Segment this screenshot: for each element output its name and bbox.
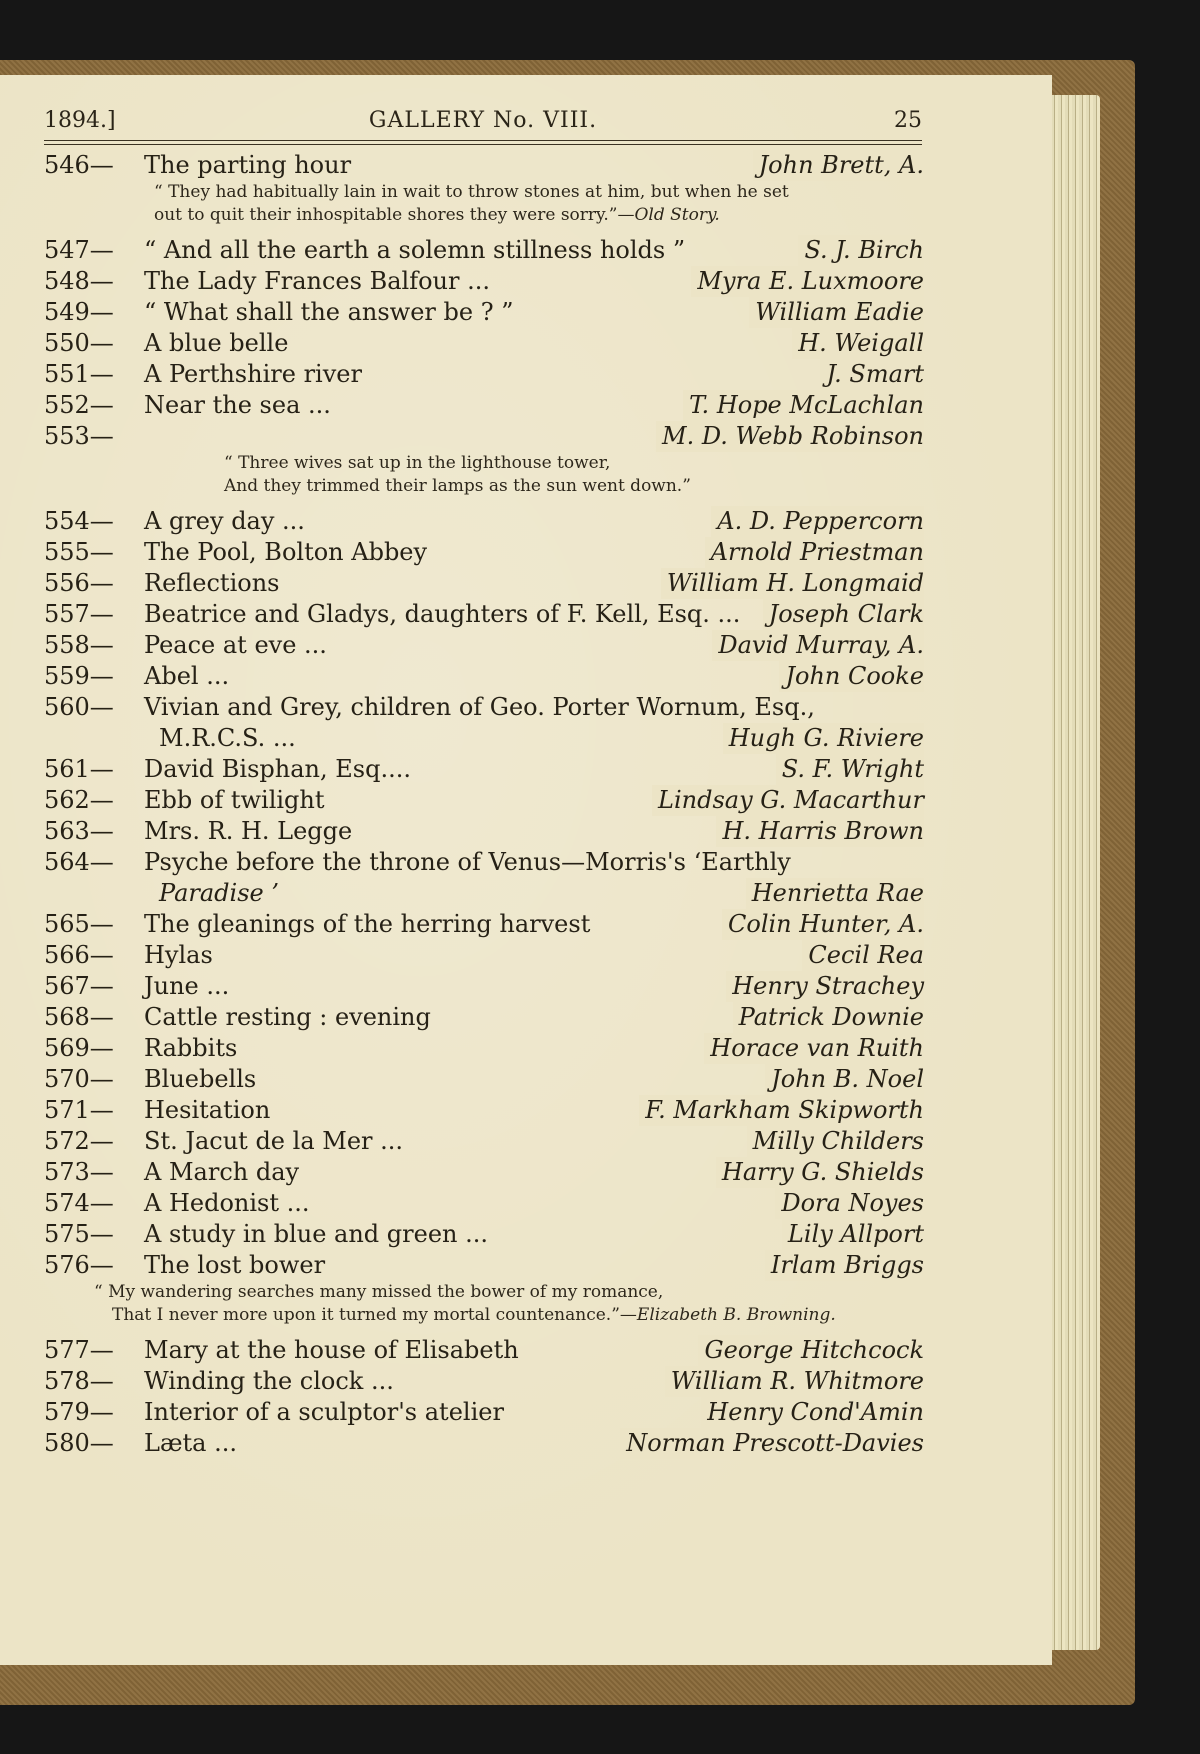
entry-artist: Joseph Clark bbox=[763, 599, 924, 630]
entry-547 bbox=[44, 235, 924, 266]
entry-artist: David Murray, A. bbox=[712, 630, 924, 661]
entry-artist: M. D. Webb Robinson bbox=[656, 421, 924, 452]
entry-artist: A. D. Peppercorn bbox=[711, 506, 924, 537]
quote-line: “ Three wives sat up in the lighthouse tower, bbox=[224, 453, 611, 473]
entry-number: 563— bbox=[44, 817, 114, 845]
quote-text: out to quit their inhospitable shores they were sorry.”— bbox=[154, 205, 635, 225]
entry-title: The Pool, Bolton Abbey bbox=[144, 538, 428, 566]
entry-565 bbox=[44, 909, 924, 940]
entry-number: 580— bbox=[44, 1429, 114, 1457]
entry-artist: Horace van Ruith bbox=[704, 1033, 924, 1064]
entry-title: Beatrice and Gladys, daughters of F. Kell, Esq. ... bbox=[144, 600, 741, 628]
entry-number: 571— bbox=[44, 1096, 114, 1124]
entry-number: 576— bbox=[44, 1251, 114, 1279]
entry-artist: Colin Hunter, A. bbox=[722, 909, 924, 940]
entry-567 bbox=[44, 971, 924, 1002]
entry-title: David Bisphan, Esq.... bbox=[144, 755, 411, 783]
entry-title: Hylas bbox=[144, 941, 213, 969]
entry-artist: Patrick Downie bbox=[733, 1002, 924, 1033]
entry-572 bbox=[44, 1126, 924, 1157]
entry-number: 564— bbox=[44, 848, 114, 876]
entry-title: Hesitation bbox=[144, 1096, 271, 1124]
entry-artist: J. Smart bbox=[820, 359, 924, 390]
entry-number: 553— bbox=[44, 422, 114, 450]
entry-580 bbox=[44, 1428, 924, 1459]
page-number: 25 bbox=[894, 108, 922, 133]
entry-artist: John Cooke bbox=[779, 661, 924, 692]
quote-553 bbox=[44, 452, 924, 498]
entry-555 bbox=[44, 537, 924, 568]
entry-562 bbox=[44, 785, 924, 816]
page-header bbox=[44, 108, 922, 148]
entry-number: 550— bbox=[44, 329, 114, 357]
entry-number: 572— bbox=[44, 1127, 114, 1155]
entry-number: 559— bbox=[44, 662, 114, 690]
entry-number: 561— bbox=[44, 755, 114, 783]
entry-list bbox=[44, 150, 924, 1459]
entry-560-continuation bbox=[44, 723, 924, 754]
entry-564 bbox=[44, 847, 924, 878]
entry-title: Læta ... bbox=[144, 1429, 237, 1457]
entry-artist: F. Markham Skipworth bbox=[639, 1095, 924, 1126]
entry-559 bbox=[44, 661, 924, 692]
entry-title: A Perthshire river bbox=[144, 360, 362, 388]
entry-563 bbox=[44, 816, 924, 847]
entry-title: Mrs. R. H. Legge bbox=[144, 817, 353, 845]
entry-title: Ebb of twilight bbox=[144, 786, 325, 814]
entry-number: 579— bbox=[44, 1398, 114, 1426]
entry-573 bbox=[44, 1157, 924, 1188]
entry-artist: Henrietta Rae bbox=[746, 878, 924, 909]
quote-line: “ My wandering searches many missed the bower of my romance, bbox=[94, 1282, 664, 1302]
entry-title: Near the sea ... bbox=[144, 391, 331, 419]
entry-title: Winding the clock ... bbox=[144, 1367, 394, 1395]
entry-title: “ What shall the answer be ? ” bbox=[144, 298, 514, 326]
quote-source: Old Story. bbox=[634, 205, 720, 225]
entry-number: 547— bbox=[44, 236, 114, 264]
entry-title: The gleanings of the herring harvest bbox=[144, 910, 591, 938]
entry-artist: Norman Prescott-Davies bbox=[620, 1428, 924, 1459]
entry-title: Reflections bbox=[144, 569, 280, 597]
entry-artist: S. F. Wright bbox=[776, 754, 924, 785]
entry-575 bbox=[44, 1219, 924, 1250]
entry-title: Cattle resting : evening bbox=[144, 1003, 431, 1031]
quote-source: Elizabeth B. Browning. bbox=[636, 1305, 836, 1325]
entry-title: Peace at eve ... bbox=[144, 631, 327, 659]
entry-title-continuation: M.R.C.S. ... bbox=[159, 724, 296, 752]
entry-number: 568— bbox=[44, 1003, 114, 1031]
entry-570 bbox=[44, 1064, 924, 1095]
quote-line: And they trimmed their lamps as the sun went down.” bbox=[224, 476, 691, 496]
entry-number: 570— bbox=[44, 1065, 114, 1093]
entry-number: 560— bbox=[44, 693, 114, 721]
entry-artist: Cecil Rea bbox=[802, 940, 924, 971]
entry-560 bbox=[44, 692, 924, 723]
entry-number: 574— bbox=[44, 1189, 114, 1217]
entry-title: The Lady Frances Balfour ... bbox=[144, 267, 490, 295]
entry-number: 549— bbox=[44, 298, 114, 326]
entry-578 bbox=[44, 1366, 924, 1397]
header-rule bbox=[44, 140, 922, 141]
entry-title: The parting hour bbox=[144, 151, 352, 179]
entry-558 bbox=[44, 630, 924, 661]
entry-574 bbox=[44, 1188, 924, 1219]
entry-569 bbox=[44, 1033, 924, 1064]
entry-title: Interior of a sculptor's atelier bbox=[144, 1398, 504, 1426]
entry-551 bbox=[44, 359, 924, 390]
entry-566 bbox=[44, 940, 924, 971]
entry-artist: John Brett, A. bbox=[753, 150, 924, 181]
entry-number: 554— bbox=[44, 507, 114, 535]
entry-title: Rabbits bbox=[144, 1034, 238, 1062]
entry-artist: T. Hope McLachlan bbox=[683, 390, 924, 421]
entry-title: A blue belle bbox=[144, 329, 289, 357]
entry-artist: John B. Noel bbox=[765, 1064, 924, 1095]
entry-550 bbox=[44, 328, 924, 359]
entry-571 bbox=[44, 1095, 924, 1126]
entry-artist: Dora Noyes bbox=[775, 1188, 924, 1219]
quote-text: That I never more upon it turned my mortal countenance.”— bbox=[112, 1305, 637, 1325]
entry-number: 567— bbox=[44, 972, 114, 1000]
entry-number: 552— bbox=[44, 391, 114, 419]
entry-artist: Henry Cond'Amin bbox=[701, 1397, 924, 1428]
entry-artist: William Eadie bbox=[749, 297, 924, 328]
quote-576 bbox=[44, 1281, 924, 1327]
quote-546 bbox=[44, 181, 924, 227]
entry-number: 578— bbox=[44, 1367, 114, 1395]
entry-number: 566— bbox=[44, 941, 114, 969]
entry-title: Vivian and Grey, children of Geo. Porter Wornum, Esq., bbox=[144, 693, 815, 721]
entry-title: The lost bower bbox=[144, 1251, 326, 1279]
entry-number: 548— bbox=[44, 267, 114, 295]
entry-number: 569— bbox=[44, 1034, 114, 1062]
entry-564-continuation bbox=[44, 878, 924, 909]
header-year: 1894.] bbox=[44, 108, 116, 133]
entry-568 bbox=[44, 1002, 924, 1033]
entry-579 bbox=[44, 1397, 924, 1428]
entry-artist: H. Harris Brown bbox=[716, 816, 924, 847]
entry-artist: Arnold Priestman bbox=[705, 537, 924, 568]
entry-556 bbox=[44, 568, 924, 599]
entry-title: Abel ... bbox=[144, 662, 230, 690]
entry-artist: Lily Allport bbox=[782, 1219, 924, 1250]
entry-number: 562— bbox=[44, 786, 114, 814]
entry-artist: Harry G. Shields bbox=[716, 1157, 924, 1188]
quote-line: “ They had habitually lain in wait to throw stones at him, but when he set bbox=[154, 182, 789, 202]
entry-artist: Myra E. Luxmoore bbox=[691, 266, 924, 297]
entry-577 bbox=[44, 1335, 924, 1366]
entry-number: 573— bbox=[44, 1158, 114, 1186]
quote-line bbox=[94, 1304, 924, 1327]
entry-artist: H. Weigall bbox=[792, 328, 924, 359]
entry-artist: Hugh G. Riviere bbox=[723, 723, 924, 754]
header-rule-double bbox=[44, 144, 922, 145]
entry-artist: Milly Childers bbox=[747, 1126, 924, 1157]
entry-554 bbox=[44, 506, 924, 537]
entry-561 bbox=[44, 754, 924, 785]
entry-number: 558— bbox=[44, 631, 114, 659]
entry-artist: George Hitchcock bbox=[698, 1335, 924, 1366]
entry-number: 577— bbox=[44, 1336, 114, 1364]
gallery-title: GALLERY No. VIII. bbox=[368, 108, 598, 133]
entry-artist: William R. Whitmore bbox=[665, 1366, 924, 1397]
entry-artist: Henry Strachey bbox=[726, 971, 924, 1002]
entry-title: Bluebells bbox=[144, 1065, 257, 1093]
entry-576 bbox=[44, 1250, 924, 1281]
entry-title: A March day bbox=[144, 1158, 300, 1186]
entry-546 bbox=[44, 150, 924, 181]
entry-title: Mary at the house of Elisabeth bbox=[144, 1336, 519, 1364]
entry-title: A study in blue and green ... bbox=[144, 1220, 488, 1248]
entry-title: June ... bbox=[144, 972, 230, 1000]
entry-artist: Lindsay G. Macarthur bbox=[652, 785, 924, 816]
entry-number: 555— bbox=[44, 538, 114, 566]
quote-line bbox=[154, 204, 924, 227]
entry-title: St. Jacut de la Mer ... bbox=[144, 1127, 404, 1155]
entry-number: 551— bbox=[44, 360, 114, 388]
entry-557 bbox=[44, 599, 924, 630]
entry-number: 575— bbox=[44, 1220, 114, 1248]
entry-number: 556— bbox=[44, 569, 114, 597]
entry-number: 565— bbox=[44, 910, 114, 938]
entry-552 bbox=[44, 390, 924, 421]
entry-artist: S. J. Birch bbox=[798, 235, 924, 266]
entry-548 bbox=[44, 266, 924, 297]
entry-number: 557— bbox=[44, 600, 114, 628]
entry-title-continuation: Paradise ’ bbox=[159, 879, 279, 907]
entry-title: A Hedonist ... bbox=[144, 1189, 310, 1217]
entry-title: A grey day ... bbox=[144, 507, 305, 535]
entry-553 bbox=[44, 421, 924, 452]
entry-artist: William H. Longmaid bbox=[661, 568, 924, 599]
entry-title: Psyche before the throne of Venus—Morris's ‘Earthly bbox=[144, 848, 791, 876]
entry-artist: Irlam Briggs bbox=[765, 1250, 924, 1281]
entry-number: 546— bbox=[44, 151, 114, 179]
entry-title: “ And all the earth a solemn stillness holds ” bbox=[144, 236, 686, 264]
entry-549 bbox=[44, 297, 924, 328]
